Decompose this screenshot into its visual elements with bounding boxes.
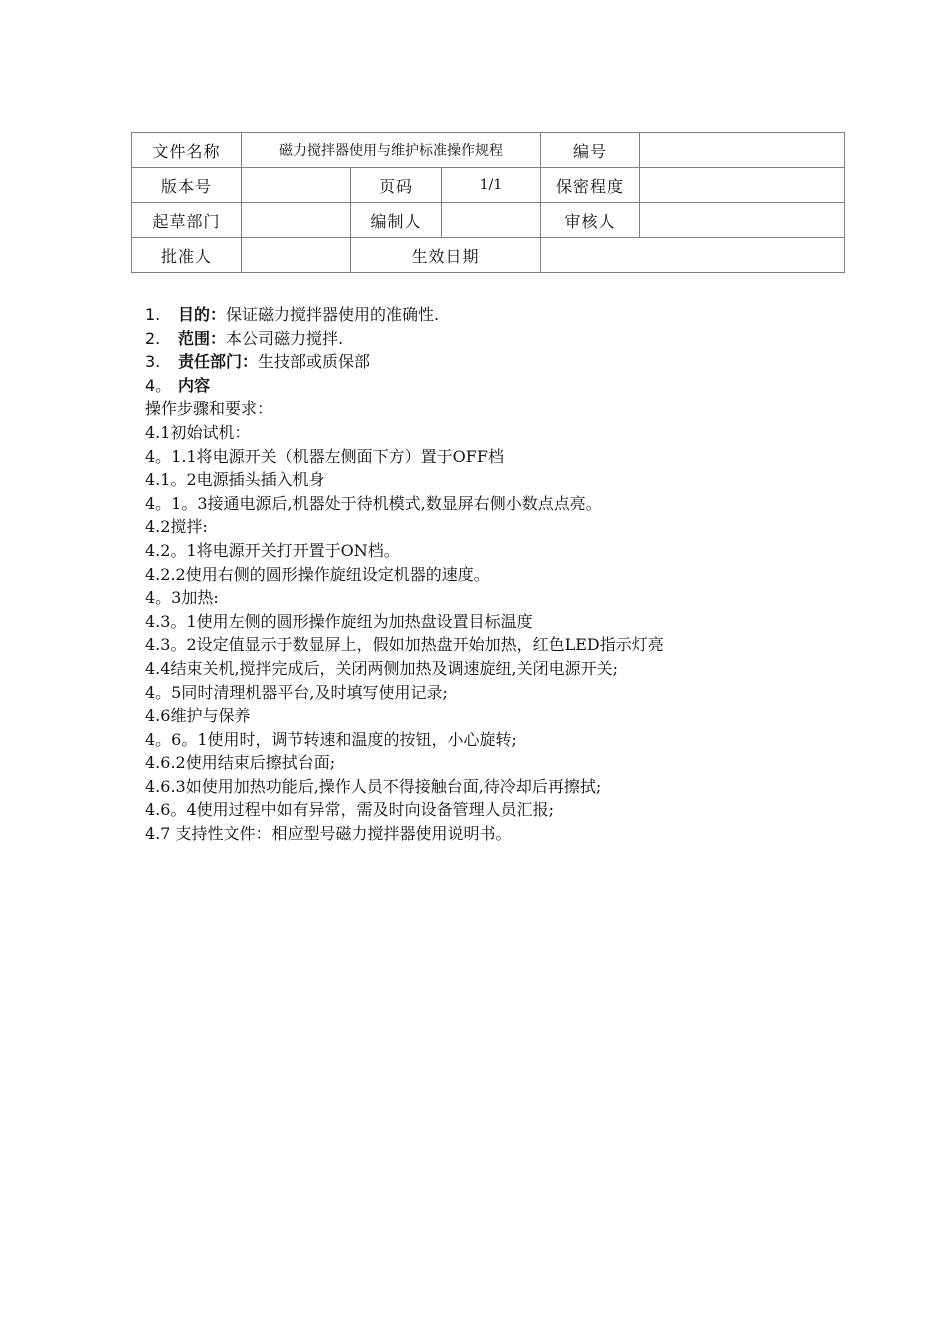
section-text: 本公司磁力搅拌. — [226, 328, 344, 348]
document-body — [145, 303, 845, 846]
drafting-dept-value — [242, 203, 351, 238]
reviewer-label: 审核人 — [541, 203, 640, 238]
section-content — [145, 374, 845, 398]
file-name-value: 磁力搅拌器使用与维护标准操作规程 — [242, 133, 541, 168]
page-label: 页码 — [351, 168, 442, 203]
content-line: 4。1。3接通电源后,机器处于待机模式,数显屏右侧小数点点亮。 — [145, 493, 602, 513]
section-purpose — [145, 303, 845, 327]
section-number: 1. — [145, 305, 161, 324]
content-line: 4。6。1使用时，调节转速和温度的按钮，小心旋转; — [145, 729, 517, 749]
version-label: 版本号 — [132, 168, 242, 203]
confidentiality-value — [640, 168, 845, 203]
effective-date-label: 生效日期 — [351, 238, 541, 273]
content-line: 4.3。2设定值显示于数显屏上，假如加热盘开始加热，红色LED指示灯亮 — [145, 635, 664, 655]
content-line: 4.4结束关机,搅拌完成后，关闭两侧加热及调速旋纽,关闭电源开关; — [145, 658, 619, 678]
content-line: 4.2。1将电源开关打开置于ON档。 — [145, 540, 400, 560]
section-title: 范围： — [178, 328, 227, 348]
content-line: 4。3加热: — [145, 588, 219, 608]
compiler-label: 编制人 — [351, 203, 442, 238]
compiler-value — [442, 203, 541, 238]
document-header-table — [131, 132, 845, 273]
section-scope — [145, 327, 845, 351]
section-number: 4。 — [145, 375, 172, 395]
section-text: 生技部或质保部 — [258, 352, 371, 372]
content-line: 4.1。2电源插头插入机身 — [145, 470, 325, 490]
content-line: 4.6维护与保养 — [145, 706, 251, 726]
section-title: 责任部门： — [178, 352, 259, 372]
content-line: 4。1.1将电源开关（机器左侧面下方）置于OFF档 — [145, 446, 504, 466]
content-line: 4.6。4使用过程中如有异常，需及时向设备管理人员汇报; — [145, 800, 555, 820]
section-text: 保证磁力搅拌器使用的准确性. — [226, 305, 440, 324]
confidentiality-label: 保密程度 — [541, 168, 640, 203]
content-line: 4.2搅拌: — [145, 517, 208, 537]
content-line: 操作步骤和要求： — [145, 399, 274, 419]
section-title: 目的： — [178, 305, 227, 324]
content-line: 4。5同时清理机器平台,及时填写使用记录; — [145, 682, 448, 702]
content-line: 4.6.2使用结束后擦拭台面; — [145, 753, 336, 773]
page-value: 1/1 — [442, 168, 541, 203]
content-line: 4.3。1使用左侧的圆形操作旋纽为加热盘设置目标温度 — [145, 611, 533, 631]
content-line: 4.7 支持性文件：相应型号磁力搅拌器使用说明书。 — [145, 824, 512, 844]
version-value — [242, 168, 351, 203]
section-number: 3. — [145, 352, 161, 372]
file-name-label: 文件名称 — [132, 133, 242, 168]
header-row-1 — [132, 133, 845, 168]
content-line: 4.6.3如使用加热功能后,操作人员不得接触台面,待冷却后再擦拭; — [145, 776, 602, 796]
content-line: 4.1初始试机： — [145, 422, 251, 442]
header-row-4 — [132, 238, 845, 273]
effective-date-value — [541, 238, 845, 273]
reviewer-value — [640, 203, 845, 238]
header-row-2 — [132, 168, 845, 203]
section-title: 内容 — [178, 375, 211, 395]
section-responsibility — [145, 350, 845, 374]
number-value — [640, 133, 845, 168]
approver-value — [242, 238, 351, 273]
header-row-3 — [132, 203, 845, 238]
content-line: 4.2.2使用右侧的圆形操作旋纽设定机器的速度。 — [145, 564, 490, 584]
drafting-dept-label: 起草部门 — [132, 203, 242, 238]
approver-label: 批准人 — [132, 238, 242, 273]
section-number: 2. — [145, 328, 161, 348]
number-label: 编号 — [541, 133, 640, 168]
